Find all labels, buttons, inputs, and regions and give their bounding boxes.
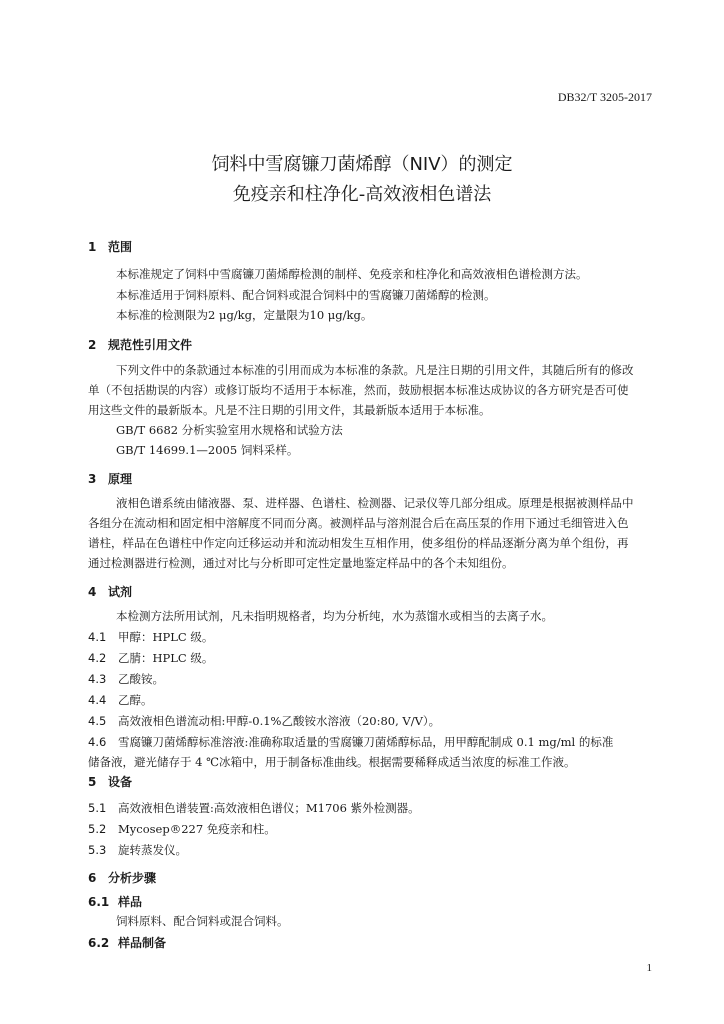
section-title: 规范性引用文件 bbox=[108, 338, 193, 352]
document-title-line-2: 免疫亲和柱净化-高效液相色谱法 bbox=[232, 184, 492, 205]
item-number: 4.2 bbox=[88, 651, 107, 665]
item-number: 4.1 bbox=[88, 630, 107, 644]
section-1-paragraph: 本标准规定了饲料中雪腐镰刀菌烯醇检测的制样、免疫亲和柱净化和高效液相色谱检测方法。 bbox=[116, 267, 588, 281]
item-text: 高效液相色谱装置:高效液相色谱仪；M1706 紫外检测器。 bbox=[118, 801, 420, 815]
list-item bbox=[88, 819, 276, 839]
section-number: 6 bbox=[88, 871, 97, 885]
page-number: 1 bbox=[646, 962, 652, 974]
section-3-paragraph: 液相色谱系统由储液器、泵、进样器、色谱柱、检测器、记录仪等几部分组成。原理是根据被测样品中各组分在流动相和固定相中溶解度不同而分离。被测样品与溶剂混合后在高压泵的作用下通过毛细管进入色谱柱，样品在色谱柱中作定向迁移运动并和流动相发生互相作用，使多组份的样品逐渐分离为单个组份，再通过检测器进行检测，通过对比与分析即可定性定量地鉴定样品中的各个未知组份。 bbox=[88, 496, 634, 570]
item-text-continuation: 储备液，避光储存于 4 ℃冰箱中，用于制备标准曲线。根据需要稀释成适当浓度的标准工作液。 bbox=[88, 755, 576, 769]
item-number: 5.2 bbox=[88, 822, 107, 836]
subsection-6-1-text: 饲料原料、配合饲料或混合饲料。 bbox=[116, 914, 289, 928]
list-item bbox=[88, 669, 164, 689]
list-item bbox=[88, 627, 213, 647]
list-item bbox=[88, 711, 440, 731]
section-1-heading bbox=[88, 238, 132, 255]
reference-item: GB/T 6682 分析实验室用水规格和试验方法 bbox=[116, 423, 343, 437]
list-item bbox=[88, 840, 187, 860]
item-number: 5.1 bbox=[88, 801, 107, 815]
section-title: 范围 bbox=[108, 240, 133, 254]
section-4-paragraph: 本检测方法所用试剂，凡未指明规格者，均为分析纯，水为蒸馏水或相当的去离子水。 bbox=[116, 609, 553, 623]
item-text: 雪腐镰刀菌烯醇标准溶液:准确称取适量的雪腐镰刀菌烯醇标品，用甲醇配制成 0.1 mg/ml 的标准 bbox=[118, 735, 614, 749]
item-text: 乙腈：HPLC 级。 bbox=[118, 651, 214, 665]
section-title: 分析步骤 bbox=[108, 871, 157, 885]
list-item bbox=[88, 732, 613, 752]
item-number: 4.3 bbox=[88, 672, 107, 686]
section-title: 原理 bbox=[108, 472, 133, 486]
section-number: 4 bbox=[88, 585, 97, 599]
section-number: 1 bbox=[88, 240, 97, 254]
subsection-number: 6.1 bbox=[88, 895, 110, 909]
item-text: Mycosep®227 免疫亲和柱。 bbox=[118, 822, 276, 836]
item-number: 4.4 bbox=[88, 693, 107, 707]
item-text: 甲醇：HPLC 级。 bbox=[118, 630, 214, 644]
item-number: 4.6 bbox=[88, 735, 107, 749]
section-2-paragraph: 下列文件中的条款通过本标准的引用而成为本标准的条款。凡是注日期的引用文件，其随后所有的修改单（不包括勘误的内容）或修订版均不适用于本标准，然而，鼓励根据本标准达成协议的各方研究是否可使用这些文件的最新版本。凡是不注日期的引用文件，其最新版本适用于本标准。 bbox=[88, 363, 634, 417]
list-item bbox=[88, 648, 213, 668]
section-4-heading bbox=[88, 583, 132, 600]
section-number: 2 bbox=[88, 338, 97, 352]
section-1-paragraph: 本标准适用于饲料原料、配合饲料或混合饲料中的雪腐镰刀菌烯醇的检测。 bbox=[116, 288, 496, 302]
reference-item: GB/T 14699.1—2005 饲料采样。 bbox=[116, 443, 299, 457]
section-number: 5 bbox=[88, 775, 97, 789]
section-1-paragraph: 本标准的检测限为2 μg/kg，定量限为10 μg/kg。 bbox=[116, 308, 373, 322]
section-number: 3 bbox=[88, 472, 97, 486]
subsection-6-2-heading bbox=[88, 934, 166, 951]
subsection-6-1-heading bbox=[88, 893, 142, 910]
section-5-heading bbox=[88, 773, 132, 790]
section-3-heading bbox=[88, 470, 132, 487]
subsection-title: 样品制备 bbox=[118, 936, 167, 950]
item-number: 5.3 bbox=[88, 843, 107, 857]
section-title: 试剂 bbox=[108, 585, 133, 599]
list-item bbox=[88, 690, 153, 710]
subsection-number: 6.2 bbox=[88, 936, 110, 950]
item-text: 乙酸铵。 bbox=[118, 672, 164, 686]
item-text: 旋转蒸发仪。 bbox=[118, 843, 187, 857]
list-item bbox=[88, 798, 420, 818]
item-text: 乙醇。 bbox=[118, 693, 153, 707]
section-2-heading bbox=[88, 336, 192, 353]
section-title: 设备 bbox=[108, 775, 133, 789]
document-title-line-1: 饲料中雪腐镰刀菌烯醇（NIV）的测定 bbox=[211, 154, 513, 175]
standard-number: DB32/T 3205-2017 bbox=[557, 90, 652, 104]
section-6-heading bbox=[88, 869, 156, 886]
subsection-title: 样品 bbox=[118, 895, 143, 909]
item-number: 4.5 bbox=[88, 714, 107, 728]
item-text: 高效液相色谱流动相:甲醇-0.1%乙酸铵水溶液（20:80, V/V）。 bbox=[118, 714, 441, 728]
